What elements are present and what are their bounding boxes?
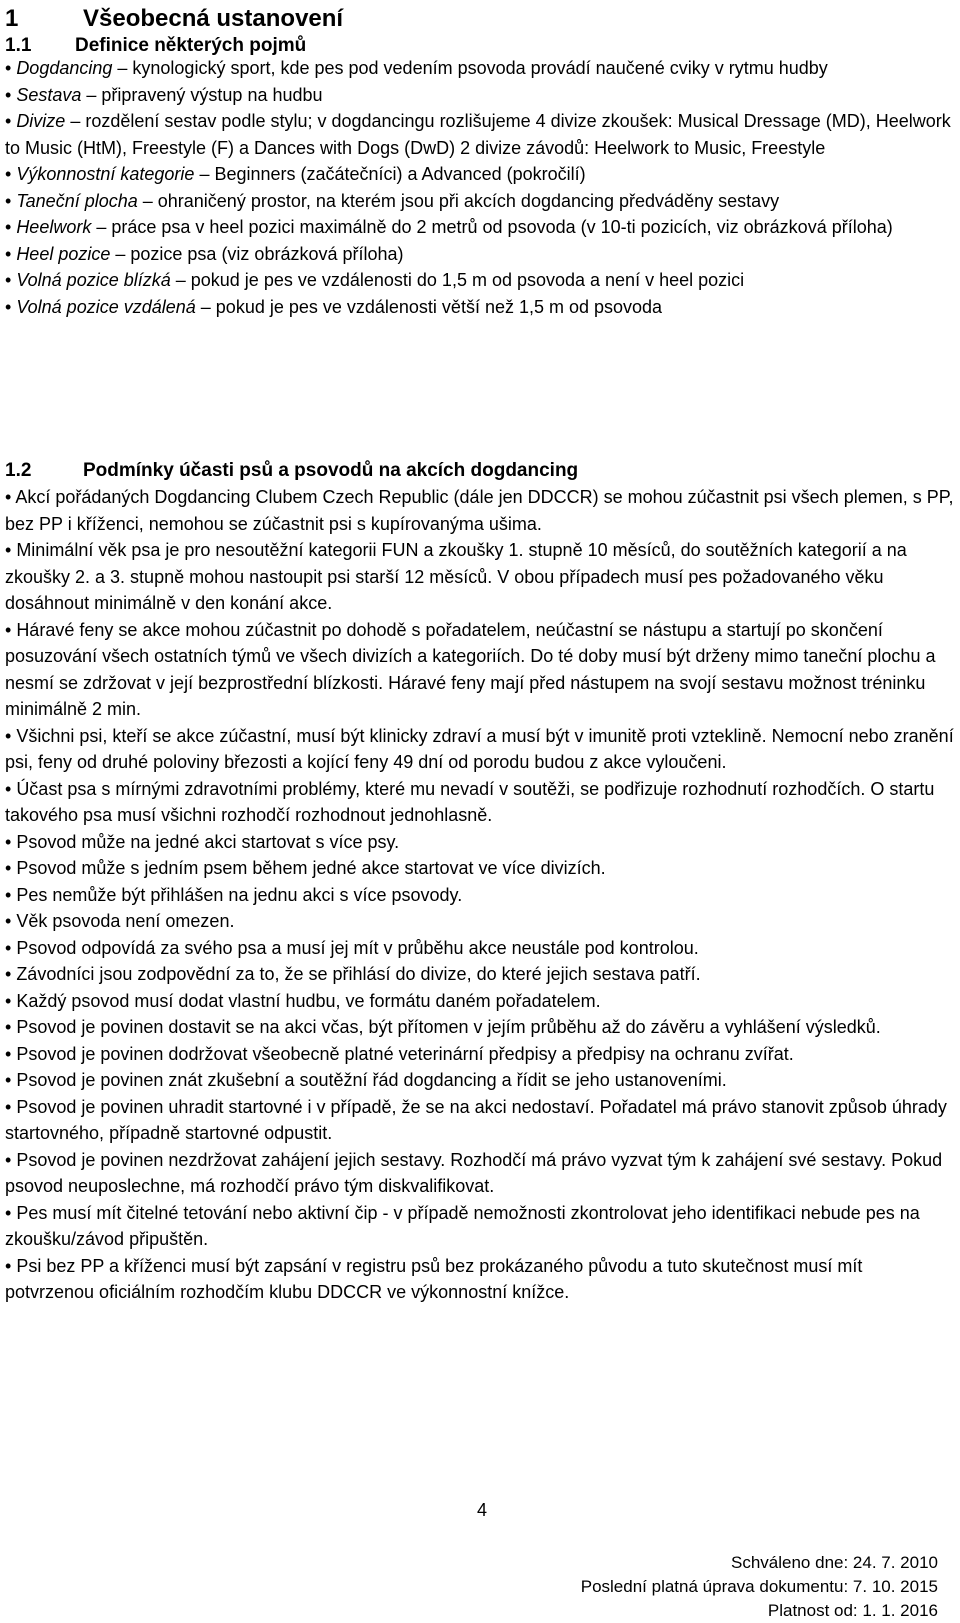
list-item-text: Akcí pořádaných Dogdancing Clubem Czech Republic (dále jen DDCCR) se mohou zúčastnit psi všech plemen, s PP, bez PP i kříženci, nemohou se zúčastnit psi s kupírovanýma ušima.: [5, 487, 954, 534]
list-item: • Taneční plocha – ohraničený prostor, na kterém jsou při akcích dogdancing předváděny sestavy: [5, 190, 780, 211]
definition-text: – Beginners (začátečníci) a Advanced (pokročilí): [194, 164, 586, 184]
page-number: 4: [477, 1500, 488, 1520]
subsection-heading: [5, 459, 578, 483]
definition-term: Sestava: [16, 84, 82, 105]
subsection-title: Podmínky účasti psů a psovodů na akcích dogdancing: [83, 460, 579, 481]
list-item: • Psovod je povinen nezdržovat zahájení jejich sestavy. Rozhodčí má právo vyzvat tým k zahájení své sestavy. Pokud psovod neuposlechne, má rozhodčí právo tým diskvalifikovat.: [5, 1149, 943, 1196]
list-item-text: Psi bez PP a kříženci musí být zapsání v registru psů bez prokázaného původu a tuto skutečnost musí mít potvrzenou oficiálním rozhodčím klubu DDCCR ve výkonnostní knížce.: [5, 1255, 863, 1302]
list-item-text: Věk psovoda není omezen.: [16, 911, 235, 931]
list-item: • Psovod je povinen znát zkušební a soutěžní řád dogdancing a řídit se jeho ustanoveními.: [5, 1070, 727, 1090]
list-item: • Háravé feny se akce mohou zúčastnit po dohodě s pořadatelem, neúčastní se nástupu a startují po skončení posuzování všech ostatních týmů ve všech divizích a kategoriích. Do té doby musí být drženy mimo taneční plochu a nesmí se zdržovat v její bezprostřední blízkosti. Háravé feny mají před nástupem na svojí sestavu možnost tréninku minimálně 2 min.: [5, 619, 936, 719]
list-item: • Minimální věk psa je pro nesoutěžní kategorii FUN a zkoušky 1. stupně 10 měsíců, do soutěžních kategorií a na zkoušky 2. a 3. stupně mohou nastoupit psi starší 12 měsíců. V obou případech musí pes požadovaného věku dosáhnout minimálně v den konání akce.: [5, 540, 907, 613]
list-item: • Psovod je povinen uhradit startovné i v případě, že se na akci nedostaví. Pořadatel má právo stanovit způsob úhrady startovného, případně startovné odpustit.: [5, 1096, 947, 1143]
list-item-text: Psovod může s jedním psem během jedné akce startovat ve více divizích.: [16, 858, 606, 878]
section-heading: [5, 4, 343, 34]
list-item: • Heel pozice – pozice psa (viz obrázková příloha): [5, 243, 404, 264]
list-item-text: Háravé feny se akce mohou zúčastnit po dohodě s pořadatelem, neúčastní se nástupu a startují po skončení posuzování všech ostatních týmů ve všech divizích a kategoriích. Do té doby musí být drženy mimo taneční plochu a nesmí se zdržovat v její bezprostřední blízkosti. Háravé feny mají před nástupem na svojí sestavu možnost tréninku minimálně 2 min.: [5, 619, 936, 719]
list-item: • Dogdancing – kynologický sport, kde pes pod vedením psovoda provádí naučené cviky v rytmu hudby: [5, 58, 828, 78]
list-item-text: Psovod je povinen dostavit se na akci včas, být přítomen v jejím průběhu až do závěru a vyhlášení výsledků.: [16, 1017, 881, 1037]
list-item: • Psovod může na jedné akci startovat s více psy.: [5, 831, 400, 852]
list-item-text: Psovod je povinen dodržovat všeobecně platné veterinární předpisy a předpisy na ochranu zvířat.: [16, 1043, 794, 1064]
definition-text: – pokud je pes ve vzdálenosti větší než 1,5 m od psovoda: [195, 296, 663, 317]
definition-term: Volná pozice vzdálená: [16, 296, 196, 317]
list-item-text: Psovod je povinen uhradit startovné i v případě, že se na akci nedostaví. Pořadatel má právo stanovit způsob úhrady startovného, případně startovné odpustit.: [5, 1096, 947, 1143]
definition-term: Výkonnostní kategorie: [16, 164, 195, 184]
definition-text: – pozice psa (viz obrázková příloha): [110, 243, 404, 264]
list-item: • Volná pozice vzdálená – pokud je pes ve vzdálenosti větší než 1,5 m od psovoda: [5, 296, 663, 317]
list-item-text: Psovod odpovídá za svého psa a musí jej mít v průběhu akce neustále pod kontrolou.: [16, 937, 699, 958]
list-item: • Psovod je povinen dostavit se na akci včas, být přítomen v jejím průběhu až do závěru a vyhlášení výsledků.: [5, 1017, 881, 1037]
conditions-list: [5, 484, 955, 1306]
list-item-text: Pes musí mít čitelné tetování nebo aktivní čip - v případě nemožnosti zkontrolovat jeho identifikaci nebude pes na zkoušku/závod připuštěn.: [5, 1202, 920, 1249]
definition-term: Dogdancing: [16, 58, 113, 78]
list-item-text: Psovod může na jedné akci startovat s více psy.: [16, 831, 400, 852]
list-item-text: Všichni psi, kteří se akce zúčastní, musí být klinicky zdraví a musí být v imunitě proti vzteklině. Nemocní nebo zranění psi, feny od druhé poloviny březosti a kojící feny 49 dní od porodu budou z akce vyloučeni.: [5, 725, 954, 772]
approved-date: Schváleno dne: 24. 7. 2010: [731, 1553, 938, 1572]
definition-text: – kynologický sport, kde pes pod vedením psovoda provádí naučené cviky v rytmu hudby: [112, 58, 828, 78]
list-item-text: Závodníci jsou zodpovědní za to, že se přihlásí do divize, do které jejich sestava patří.: [16, 964, 701, 984]
list-item-text: Psovod je povinen nezdržovat zahájení jejich sestavy. Rozhodčí má právo vyzvat tým k zahájení své sestavy. Pokud psovod neuposlechne, má rozhodčí právo tým diskvalifikovat.: [5, 1149, 943, 1196]
list-item: • Psovod může s jedním psem během jedné akce startovat ve více divizích.: [5, 858, 606, 878]
list-item: • Psi bez PP a kříženci musí být zapsání v registru psů bez prokázaného původu a tuto skutečnost musí mít potvrzenou oficiálním rozhodčím klubu DDCCR ve výkonnostní knížce.: [5, 1255, 863, 1302]
definition-text: – rozdělení sestav podle stylu; v dogdancingu rozlišujeme 4 divize zkoušek: Musical Dressage (MD), Heelwork to Music (HtM), Freestyle (F) a Dances with Dogs (DwD) 2 divize závodů: Heelwork to Music, Freestyle: [5, 111, 951, 158]
list-item: • Pes nemůže být přihlášen na jednu akci s více psovody.: [5, 884, 463, 905]
section-number: 1: [5, 5, 19, 32]
list-item-text: Každý psovod musí dodat vlastní hudbu, ve formátu daném pořadatelem.: [16, 990, 601, 1011]
list-item: • Všichni psi, kteří se akce zúčastní, musí být klinicky zdraví a musí být v imunitě proti vzteklině. Nemocní nebo zranění psi, feny od druhé poloviny březosti a kojící feny 49 dní od porodu budou z akce vyloučeni.: [5, 725, 954, 772]
definition-text: – připravený výstup na hudbu: [81, 84, 323, 105]
list-item: • Psovod odpovídá za svého psa a musí jej mít v průběhu akce neustále pod kontrolou.: [5, 937, 699, 958]
list-item: • Věk psovoda není omezen.: [5, 911, 235, 931]
document-footer: [581, 1551, 938, 1623]
list-item: • Volná pozice blízká – pokud je pes ve vzdálenosti do 1,5 m od psovoda a není v heel pozici: [5, 270, 745, 290]
list-item: • Pes musí mít čitelné tetování nebo aktivní čip - v případě nemožnosti zkontrolovat jeho identifikaci nebude pes na zkoušku/závod připuštěn.: [5, 1202, 920, 1249]
list-item: • Akcí pořádaných Dogdancing Clubem Czech Republic (dále jen DDCCR) se mohou zúčastnit psi všech plemen, s PP, bez PP i kříženci, nemohou se zúčastnit psi s kupírovanýma ušima.: [5, 487, 954, 534]
subsection-number: 1.1: [5, 35, 32, 56]
list-item: • Heelwork – práce psa v heel pozici maximálně do 2 metrů od psovoda (v 10-ti pozicích, viz obrázková příloha): [5, 217, 893, 237]
list-item: • Divize – rozdělení sestav podle stylu; v dogdancingu rozlišujeme 4 divize zkoušek: Musical Dressage (MD), Heelwork to Music (HtM), Freestyle (F) a Dances with Dogs (DwD) 2 divize závodů: Heelwork to Music, Freestyle: [5, 111, 951, 158]
definition-term: Volná pozice blízká: [16, 270, 171, 290]
definition-term: Heelwork: [16, 217, 92, 237]
definition-term: Divize: [16, 111, 66, 131]
valid-from-date: Platnost od: 1. 1. 2016: [767, 1601, 938, 1620]
list-item-text: Účast psa s mírnými zdravotními problémy, které mu nevadí v soutěži, se podřizuje rozhodnutí rozhodčích. O startu takového psa musí všichni rozhodčí rozhodnout jednohlasně.: [5, 778, 935, 825]
list-item-text: Psovod je povinen znát zkušební a soutěžní řád dogdancing a řídit se jeho ustanoveními.: [16, 1070, 727, 1090]
last-edit-date: Poslední platná úprava dokumentu: 7. 10. 2015: [580, 1577, 938, 1596]
definition-text: – pokud je pes ve vzdálenosti do 1,5 m od psovoda a není v heel pozici: [170, 270, 745, 290]
list-item: • Závodníci jsou zodpovědní za to, že se přihlásí do divize, do které jejich sestava patří.: [5, 964, 701, 984]
subsection-title: Definice některých pojmů: [75, 35, 307, 56]
list-item: • Účast psa s mírnými zdravotními problémy, které mu nevadí v soutěži, se podřizuje rozhodnutí rozhodčích. O startu takového psa musí všichni rozhodčí rozhodnout jednohlasně.: [5, 778, 935, 825]
definition-term: Taneční plocha: [16, 190, 138, 211]
definitions-list: [5, 55, 955, 320]
list-item-text: Minimální věk psa je pro nesoutěžní kategorii FUN a zkoušky 1. stupně 10 měsíců, do soutěžních kategorií a na zkoušky 2. a 3. stupně mohou nastoupit psi starší 12 měsíců. V obou případech musí pes požadovaného věku dosáhnout minimálně v den konání akce.: [5, 540, 907, 613]
definition-text: – ohraničený prostor, na kterém jsou při akcích dogdancing předváděny sestavy: [137, 190, 780, 211]
section-title: Všeobecná ustanovení: [83, 5, 344, 32]
list-item: • Sestava – připravený výstup na hudbu: [5, 84, 323, 105]
definition-term: Heel pozice: [16, 243, 111, 264]
list-item: • Psovod je povinen dodržovat všeobecně platné veterinární předpisy a předpisy na ochranu zvířat.: [5, 1043, 794, 1064]
list-item: • Každý psovod musí dodat vlastní hudbu, ve formátu daném pořadatelem.: [5, 990, 601, 1011]
list-item-text: Pes nemůže být přihlášen na jednu akci s více psovody.: [16, 884, 463, 905]
list-item: • Výkonnostní kategorie – Beginners (začátečníci) a Advanced (pokročilí): [5, 164, 586, 184]
subsection-number: 1.2: [5, 460, 32, 481]
definition-text: – práce psa v heel pozici maximálně do 2 metrů od psovoda (v 10-ti pozicích, viz obrázková příloha): [91, 217, 893, 237]
